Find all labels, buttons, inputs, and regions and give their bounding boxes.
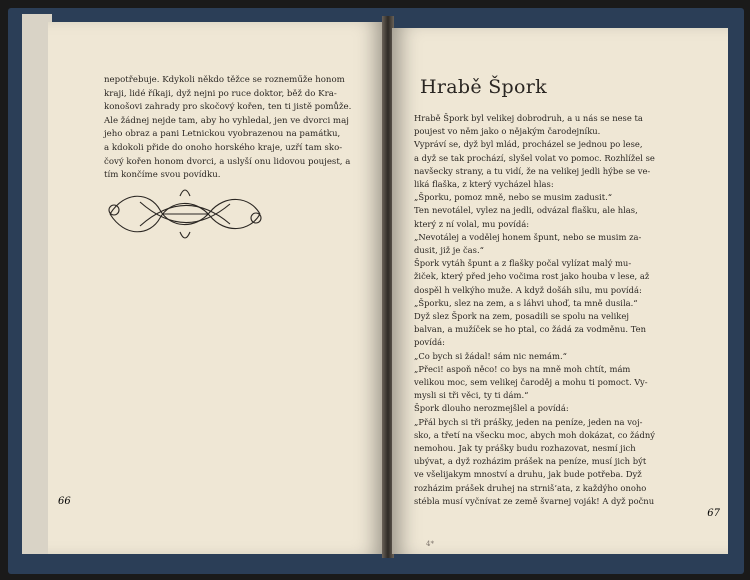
text-line: stébla musí vyčnívat ze země švarnej voják! A dyž počnu — [414, 495, 655, 506]
text-line: dusit, již je čas.“ — [414, 245, 484, 256]
text-line: „Přeci! aspoň něco! co bys na mně moh chtít, mám — [414, 363, 631, 374]
text-line: rozházim prášek druhej na strniš’ata, z každýho onoho — [414, 482, 647, 493]
text-line: ve všelijakym mnoství a druhu, jak bude potřeba. Dyž — [414, 469, 642, 480]
text-line: jeho obraz a pani Letnickou vyobrazenou na památku, — [104, 129, 341, 140]
text-line: který z ní volal, mu povídá: — [414, 218, 530, 229]
text-line: ubývat, a dyž rozházim prášek na peníze, musí jich být — [414, 456, 647, 467]
text-line: Ale žádnej nejde tam, aby ho vyhledal, jen ve dvorci maj — [104, 115, 349, 126]
text-line: konošovi zahrady pro skočový kořen, ten ti jistě pomůže. — [104, 102, 352, 113]
text-line: balvan, a mužíček se ho ptal, co žádá za vodměnu. Ten — [414, 324, 646, 335]
text-line: Dyž slez Špork na zem, posadili se spolu na velikej — [414, 311, 629, 322]
left-page — [48, 22, 384, 554]
text-line: velikou moc, sem velikej čaroděj a mohu ti pomoct. Vy- — [414, 377, 648, 388]
text-line: Špork vytáh špunt a z flašky počal vylízat malý mu- — [414, 258, 632, 269]
text-line: a dyž se tak prochází, slyšel volat vo pomoc. Rozhlížel se — [414, 152, 655, 163]
text-line: navšecky strany, a tu vidí, že na velikej jedli hýbe se ve- — [414, 165, 651, 176]
text-line: „Přál bych si tři prášky, jeden na peníze, jeden na voj- — [414, 416, 643, 427]
calligraphic-flourish-icon — [100, 182, 270, 246]
text-line: „Šporku, pomoz mně, nebo se musim zadusit.“ — [414, 192, 613, 203]
text-line: tím končíme svou povídku. — [104, 170, 221, 181]
text-line: liká flaška, z který vycházel hlas: — [414, 179, 554, 190]
text-line: povídá: — [414, 337, 445, 348]
text-line: a kdokoli přide do onoho horského kraje, uzří tam sko- — [104, 142, 343, 153]
text-line: nemohou. Jak ty prášky budu rozhazovat, nesmí jich — [414, 443, 636, 454]
margin-mark: 4* — [426, 540, 434, 548]
text-line: kraji, lidé říkaji, dyž nejni po ruce doktor, běž do Kra- — [104, 88, 337, 99]
page-number-right: 67 — [707, 508, 720, 519]
text-line: mysli si tři věci, ty ti dám.“ — [414, 390, 529, 401]
text-line: „Co bych si žádal! sám nic nemám.“ — [414, 350, 567, 361]
chapter-title: Hrabě Špork — [420, 76, 547, 98]
text-line: Hrabě Špork byl velikej dobrodruh, a u nás se nese ta — [414, 113, 643, 123]
page-number-left: 66 — [58, 496, 71, 507]
text-line: nepotřebuje. Kdykoli někdo těžce se rozneműže honom — [104, 75, 345, 85]
text-line: Vypráví se, dyž byl mlád, procházel se jednou po lese, — [414, 139, 643, 150]
text-line: čový kořen honom dvorci, a uslyší onu lidovou poujest, a — [104, 156, 351, 167]
left-page-text — [104, 74, 360, 183]
text-line: dospěl h velkýho muže. A když došáh silu, mu povídá: — [414, 284, 642, 295]
text-line: „Šporku, slez na zem, a s láhvi uhoď, ta mně dusila.“ — [414, 297, 638, 308]
right-page — [392, 28, 728, 554]
text-line: Špork dlouho nerozmejšlel a povídá: — [414, 403, 569, 414]
text-line: sko, a třetí na všecku moc, abych moh dokázat, co žádný — [414, 429, 656, 440]
text-line: žiček, který před jeho vočima rost jako houba v lese, až — [414, 271, 650, 282]
right-page-text — [414, 112, 714, 508]
text-line: poujest vo něm jako o nějakým čarodejníku. — [414, 126, 601, 137]
text-line: „Nevotálej a vodělej honem špunt, nebo se musim za- — [414, 231, 642, 242]
text-line: Ten nevotálel, vylez na jedli, odvázal flašku, ale hlas, — [414, 205, 638, 216]
